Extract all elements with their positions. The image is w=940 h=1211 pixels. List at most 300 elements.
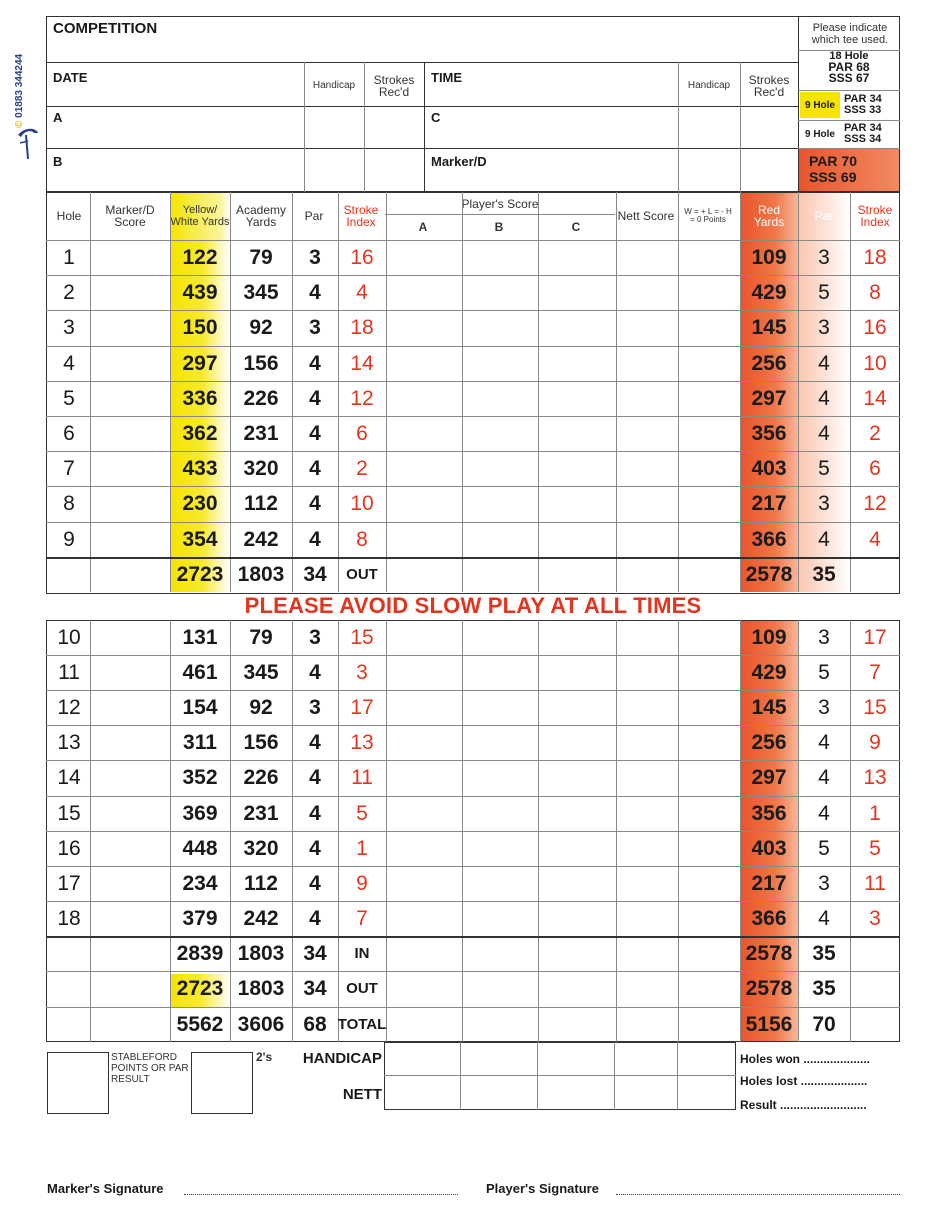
nett-score-cell[interactable] bbox=[616, 310, 678, 345]
marker-score-cell[interactable] bbox=[90, 522, 170, 557]
total-academy-yards: 1803 bbox=[237, 562, 285, 586]
red-yards: 429 bbox=[751, 660, 787, 684]
player-b-score[interactable] bbox=[462, 866, 538, 901]
yellow-white-yards: 122 bbox=[182, 245, 218, 269]
red-par: 4 bbox=[818, 527, 830, 551]
nett-score-cell[interactable] bbox=[616, 690, 678, 725]
tee-red[interactable]: PAR 70 SSS 69 bbox=[799, 149, 899, 191]
player-a-score[interactable] bbox=[386, 690, 462, 725]
yellow-white-yards: 352 bbox=[182, 765, 218, 789]
copyright-icon: © bbox=[14, 120, 25, 128]
player-a-label: A bbox=[53, 110, 63, 125]
col-par: Par bbox=[304, 209, 324, 223]
match-result: Result .......................... bbox=[740, 1098, 867, 1112]
red-par: 5 bbox=[818, 456, 830, 480]
total-yellow-white-yards: 2839 bbox=[176, 941, 224, 965]
stableford-box[interactable] bbox=[47, 1052, 109, 1114]
points-cell[interactable] bbox=[678, 381, 740, 416]
player-b-score[interactable] bbox=[462, 381, 538, 416]
nett-footer-label: NETT bbox=[342, 1086, 382, 1103]
par-value: 4 bbox=[309, 801, 321, 825]
red-par: 4 bbox=[818, 906, 830, 930]
nett-score-cell[interactable] bbox=[616, 796, 678, 831]
nett-score-cell[interactable] bbox=[616, 381, 678, 416]
hole-number: 17 bbox=[57, 871, 81, 895]
stableford-label: STABLEFORD POINTS OR PAR RESULT bbox=[111, 1052, 189, 1085]
player-c-score[interactable] bbox=[538, 310, 616, 345]
academy-yards: 79 bbox=[249, 625, 273, 649]
yellow-white-yards: 154 bbox=[182, 695, 218, 719]
competition-label: COMPETITION bbox=[53, 20, 158, 37]
player-b-score[interactable] bbox=[462, 901, 538, 936]
player-b-score[interactable] bbox=[462, 346, 538, 381]
par-value: 4 bbox=[309, 730, 321, 754]
academy-yards: 79 bbox=[249, 245, 273, 269]
red-par: 4 bbox=[818, 386, 830, 410]
hole-number: 11 bbox=[58, 660, 80, 684]
total-academy-yards: 1803 bbox=[237, 941, 285, 965]
par-value: 3 bbox=[309, 695, 321, 719]
par-value: 4 bbox=[309, 871, 321, 895]
marker-score-cell[interactable] bbox=[90, 831, 170, 866]
player-a-score[interactable] bbox=[386, 866, 462, 901]
yellow-white-yards: 297 bbox=[182, 351, 218, 375]
marker-d-label: Marker/D bbox=[431, 154, 487, 169]
stroke-index: 8 bbox=[356, 527, 368, 551]
yellow-white-yards: 362 bbox=[182, 421, 218, 445]
marker-score-cell[interactable] bbox=[90, 760, 170, 795]
player-c-score[interactable] bbox=[538, 522, 616, 557]
red-stroke-index: 13 bbox=[863, 765, 887, 789]
points-cell[interactable] bbox=[678, 416, 740, 451]
nett-score-cell[interactable] bbox=[616, 655, 678, 690]
stroke-index: 13 bbox=[350, 730, 374, 754]
red-yards: 356 bbox=[751, 801, 787, 825]
red-yards: 256 bbox=[751, 351, 787, 375]
handicap-label-left: Handicap bbox=[312, 80, 356, 91]
col-player-c: C bbox=[571, 220, 581, 234]
player-a-score[interactable] bbox=[386, 451, 462, 486]
red-par: 4 bbox=[818, 765, 830, 789]
player-a-score[interactable] bbox=[386, 796, 462, 831]
total-label: OUT bbox=[346, 980, 378, 997]
points-cell[interactable] bbox=[678, 451, 740, 486]
col-red-yards: Red Yards bbox=[753, 203, 785, 229]
player-b-score[interactable] bbox=[462, 451, 538, 486]
tee-18-hole[interactable]: 18 Hole PAR 68 SSS 67 bbox=[828, 50, 870, 85]
player-a-score[interactable] bbox=[386, 486, 462, 521]
marker-signature-line[interactable] bbox=[184, 1194, 458, 1195]
academy-yards: 231 bbox=[243, 801, 279, 825]
player-signature-label: Player's Signature bbox=[486, 1181, 599, 1196]
hole-number: 2 bbox=[63, 280, 75, 304]
nett-score-cell[interactable] bbox=[616, 275, 678, 310]
par-value: 4 bbox=[309, 836, 321, 860]
yellow-white-yards: 461 bbox=[182, 660, 218, 684]
red-par: 4 bbox=[818, 351, 830, 375]
marker-score-cell[interactable] bbox=[90, 486, 170, 521]
total-yellow-white-yards: 2723 bbox=[176, 562, 224, 586]
marker-signature-label: Marker's Signature bbox=[47, 1181, 164, 1196]
nett-score-cell[interactable] bbox=[616, 486, 678, 521]
hole-number: 8 bbox=[63, 491, 75, 515]
red-par: 4 bbox=[818, 801, 830, 825]
red-yards: 403 bbox=[751, 836, 787, 860]
player-signature-line[interactable] bbox=[616, 1194, 900, 1195]
par-value: 4 bbox=[309, 906, 321, 930]
player-c-score[interactable] bbox=[538, 486, 616, 521]
total-red-par: 35 bbox=[812, 941, 836, 965]
player-b-score[interactable] bbox=[462, 522, 538, 557]
red-stroke-index: 4 bbox=[869, 527, 881, 551]
nett-score-cell[interactable] bbox=[616, 831, 678, 866]
player-b-score[interactable] bbox=[462, 416, 538, 451]
points-cell[interactable] bbox=[678, 901, 740, 936]
player-c-label: C bbox=[431, 110, 441, 125]
stroke-index: 7 bbox=[356, 906, 368, 930]
stroke-index: 10 bbox=[350, 491, 374, 515]
par-value: 3 bbox=[309, 245, 321, 269]
academy-yards: 226 bbox=[243, 386, 279, 410]
hole-number: 16 bbox=[57, 836, 81, 860]
footer-score-grid[interactable] bbox=[384, 1042, 736, 1110]
total-red-par: 35 bbox=[812, 562, 836, 586]
red-par: 5 bbox=[818, 280, 830, 304]
yellow-white-yards: 369 bbox=[182, 801, 218, 825]
player-c-score[interactable] bbox=[538, 451, 616, 486]
stroke-index: 15 bbox=[350, 625, 374, 649]
yellow-white-yards: 131 bbox=[182, 625, 218, 649]
tee-note: Please indicate which tee used. bbox=[811, 22, 889, 46]
red-par: 3 bbox=[818, 245, 830, 269]
total-par: 34 bbox=[303, 941, 327, 965]
yellow-white-yards: 354 bbox=[182, 527, 218, 551]
player-c-score[interactable] bbox=[538, 416, 616, 451]
total-yellow-white-yards: 5562 bbox=[176, 1012, 224, 1036]
total-red-yards: 5156 bbox=[745, 1012, 793, 1036]
player-b-score[interactable] bbox=[462, 486, 538, 521]
par-value: 4 bbox=[309, 527, 321, 551]
red-par: 3 bbox=[818, 625, 830, 649]
total-academy-yards: 3606 bbox=[237, 1012, 285, 1036]
player-b-score[interactable] bbox=[462, 655, 538, 690]
nett-score-cell[interactable] bbox=[616, 346, 678, 381]
player-a-score[interactable] bbox=[386, 522, 462, 557]
time-label: TIME bbox=[431, 70, 463, 85]
hole-number: 13 bbox=[57, 730, 81, 754]
red-par: 3 bbox=[818, 491, 830, 515]
player-c-score[interactable] bbox=[538, 901, 616, 936]
academy-yards: 345 bbox=[243, 280, 279, 304]
nett-score-cell[interactable] bbox=[616, 866, 678, 901]
club-phone: © 01883 344244 bbox=[14, 53, 25, 128]
player-a-score[interactable] bbox=[386, 240, 462, 275]
player-c-score[interactable] bbox=[538, 240, 616, 275]
points-cell[interactable] bbox=[678, 690, 740, 725]
nett-score-cell[interactable] bbox=[616, 416, 678, 451]
hole-number: 5 bbox=[63, 386, 75, 410]
marker-score-cell[interactable] bbox=[90, 690, 170, 725]
player-a-score[interactable] bbox=[386, 901, 462, 936]
player-c-score[interactable] bbox=[538, 690, 616, 725]
red-par: 3 bbox=[818, 695, 830, 719]
stroke-index: 2 bbox=[356, 456, 368, 480]
col-players-score: Player's Score bbox=[461, 197, 539, 211]
red-par: 4 bbox=[818, 730, 830, 754]
marker-score-cell[interactable] bbox=[90, 725, 170, 760]
player-b-score[interactable] bbox=[462, 240, 538, 275]
red-stroke-index: 5 bbox=[869, 836, 881, 860]
academy-yards: 92 bbox=[249, 695, 273, 719]
red-yards: 256 bbox=[751, 730, 787, 754]
marker-score-cell[interactable] bbox=[90, 901, 170, 936]
total-par: 68 bbox=[303, 1012, 327, 1036]
stroke-index: 18 bbox=[350, 315, 374, 339]
par-value: 4 bbox=[309, 386, 321, 410]
stroke-index: 12 bbox=[350, 386, 374, 410]
red-yards: 109 bbox=[751, 625, 787, 649]
par-value: 4 bbox=[309, 765, 321, 789]
points-cell[interactable] bbox=[678, 240, 740, 275]
player-a-score[interactable] bbox=[386, 725, 462, 760]
yellow-white-yards: 234 bbox=[182, 871, 218, 895]
holes-lost: Holes lost .................... bbox=[740, 1074, 868, 1088]
marker-score-cell[interactable] bbox=[90, 240, 170, 275]
total-label: IN bbox=[354, 945, 370, 962]
stroke-index: 5 bbox=[356, 801, 368, 825]
total-par: 34 bbox=[303, 976, 327, 1000]
player-c-score[interactable] bbox=[538, 346, 616, 381]
player-c-score[interactable] bbox=[538, 866, 616, 901]
player-a-score[interactable] bbox=[386, 310, 462, 345]
yellow-white-yards: 439 bbox=[182, 280, 218, 304]
player-b-score[interactable] bbox=[462, 760, 538, 795]
red-yards: 145 bbox=[751, 695, 787, 719]
red-yards: 366 bbox=[751, 906, 787, 930]
hole-number: 15 bbox=[57, 801, 81, 825]
strokes-recd-left: Strokes Rec'd bbox=[373, 73, 415, 99]
hole-number: 14 bbox=[57, 765, 81, 789]
player-b-score[interactable] bbox=[462, 796, 538, 831]
red-stroke-index: 15 bbox=[863, 695, 887, 719]
stroke-index: 6 bbox=[356, 421, 368, 445]
player-a-score[interactable] bbox=[386, 831, 462, 866]
red-stroke-index: 11 bbox=[864, 871, 886, 895]
red-stroke-index: 14 bbox=[863, 386, 887, 410]
red-yards: 366 bbox=[751, 527, 787, 551]
tee-9-hole-yellow[interactable]: 9 Hole PAR 34 SSS 33 bbox=[800, 91, 898, 119]
col-marker-score: Marker/D Score bbox=[105, 203, 155, 229]
points-cell[interactable] bbox=[678, 310, 740, 345]
player-b-score[interactable] bbox=[462, 690, 538, 725]
player-c-score[interactable] bbox=[538, 796, 616, 831]
col-stroke-index: Stroke Index bbox=[343, 203, 379, 229]
hole-number: 6 bbox=[63, 421, 75, 445]
academy-yards: 226 bbox=[243, 765, 279, 789]
player-a-score[interactable] bbox=[386, 760, 462, 795]
hole-number: 4 bbox=[63, 351, 75, 375]
stroke-index: 4 bbox=[356, 280, 368, 304]
hole-number: 9 bbox=[63, 527, 75, 551]
hole-number: 7 bbox=[63, 456, 75, 480]
nett-score-cell[interactable] bbox=[616, 451, 678, 486]
par-value: 4 bbox=[309, 491, 321, 515]
red-stroke-index: 1 bbox=[869, 801, 881, 825]
marker-score-cell[interactable] bbox=[90, 381, 170, 416]
player-c-score[interactable] bbox=[538, 275, 616, 310]
red-stroke-index: 3 bbox=[869, 906, 881, 930]
red-stroke-index: 17 bbox=[863, 625, 887, 649]
stroke-index: 16 bbox=[350, 245, 374, 269]
player-c-score[interactable] bbox=[538, 620, 616, 655]
col-red-par: Par bbox=[814, 209, 834, 223]
red-yards: 356 bbox=[751, 421, 787, 445]
red-par: 5 bbox=[818, 836, 830, 860]
red-stroke-index: 7 bbox=[869, 660, 881, 684]
total-yellow-white-yards: 2723 bbox=[176, 976, 224, 1000]
par-value: 4 bbox=[309, 456, 321, 480]
nett-score-cell[interactable] bbox=[616, 760, 678, 795]
col-nett-score: Nett Score bbox=[617, 209, 675, 223]
nett-score-cell[interactable] bbox=[616, 240, 678, 275]
nett-score-cell[interactable] bbox=[616, 620, 678, 655]
yellow-white-yards: 433 bbox=[182, 456, 218, 480]
stroke-index: 9 bbox=[356, 871, 368, 895]
yellow-white-yards: 150 bbox=[182, 315, 218, 339]
slow-play-banner: PLEASE AVOID SLOW PLAY AT ALL TIMES bbox=[244, 593, 702, 618]
nett-score-cell[interactable] bbox=[616, 901, 678, 936]
red-stroke-index: 8 bbox=[869, 280, 881, 304]
col-player-a: A bbox=[418, 220, 428, 234]
red-stroke-index: 18 bbox=[863, 245, 887, 269]
total-red-par: 70 bbox=[812, 1012, 836, 1036]
total-label: OUT bbox=[346, 566, 378, 583]
nett-score-cell[interactable] bbox=[616, 522, 678, 557]
holes-won: Holes won .................... bbox=[740, 1052, 871, 1066]
handicap-footer-label: HANDICAP bbox=[302, 1050, 382, 1067]
player-c-score[interactable] bbox=[538, 381, 616, 416]
player-b-score[interactable] bbox=[462, 620, 538, 655]
red-yards: 145 bbox=[751, 315, 787, 339]
col-red-stroke-index: Stroke Index bbox=[857, 203, 893, 229]
col-hole: Hole bbox=[56, 209, 82, 223]
points-cell[interactable] bbox=[678, 655, 740, 690]
player-c-score[interactable] bbox=[538, 725, 616, 760]
academy-yards: 156 bbox=[243, 730, 279, 754]
twos-label: 2's bbox=[256, 1050, 273, 1064]
par-value: 3 bbox=[309, 315, 321, 339]
points-cell[interactable] bbox=[678, 275, 740, 310]
marker-score-cell[interactable] bbox=[90, 655, 170, 690]
points-cell[interactable] bbox=[678, 725, 740, 760]
total-red-yards: 2578 bbox=[745, 941, 793, 965]
red-stroke-index: 16 bbox=[863, 315, 887, 339]
stroke-index: 1 bbox=[356, 836, 368, 860]
stroke-index: 3 bbox=[356, 660, 368, 684]
player-b-score[interactable] bbox=[462, 310, 538, 345]
marker-score-cell[interactable] bbox=[90, 451, 170, 486]
academy-yards: 242 bbox=[243, 527, 279, 551]
red-par: 3 bbox=[818, 315, 830, 339]
red-yards: 217 bbox=[751, 871, 787, 895]
marker-score-cell[interactable] bbox=[90, 346, 170, 381]
total-red-yards: 2578 bbox=[745, 976, 793, 1000]
points-cell[interactable] bbox=[678, 831, 740, 866]
par-value: 4 bbox=[309, 660, 321, 684]
hole-number: 1 bbox=[63, 245, 75, 269]
yellow-white-yards: 230 bbox=[182, 491, 218, 515]
nett-score-cell[interactable] bbox=[616, 725, 678, 760]
red-par: 3 bbox=[818, 871, 830, 895]
player-b-score[interactable] bbox=[462, 831, 538, 866]
player-c-score[interactable] bbox=[538, 655, 616, 690]
marker-score-cell[interactable] bbox=[90, 866, 170, 901]
points-cell[interactable] bbox=[678, 796, 740, 831]
red-par: 4 bbox=[818, 421, 830, 445]
hole-number: 10 bbox=[57, 625, 81, 649]
marker-score-cell[interactable] bbox=[90, 416, 170, 451]
red-stroke-index: 12 bbox=[863, 491, 887, 515]
marker-score-cell[interactable] bbox=[90, 796, 170, 831]
yellow-white-yards: 336 bbox=[182, 386, 218, 410]
academy-yards: 345 bbox=[243, 660, 279, 684]
par-value: 4 bbox=[309, 351, 321, 375]
date-label: DATE bbox=[53, 70, 88, 85]
red-stroke-index: 10 bbox=[863, 351, 887, 375]
red-yards: 297 bbox=[751, 386, 787, 410]
red-yards: 403 bbox=[751, 456, 787, 480]
handicap-label-right: Handicap bbox=[687, 80, 731, 91]
player-c-score[interactable] bbox=[538, 831, 616, 866]
player-a-score[interactable] bbox=[386, 381, 462, 416]
col-academy: Academy Yards bbox=[235, 203, 287, 229]
points-cell[interactable] bbox=[678, 346, 740, 381]
points-cell[interactable] bbox=[678, 866, 740, 901]
academy-yards: 112 bbox=[244, 491, 278, 515]
stroke-index: 14 bbox=[350, 351, 374, 375]
player-a-score[interactable] bbox=[386, 416, 462, 451]
par-value: 4 bbox=[309, 421, 321, 445]
points-cell[interactable] bbox=[678, 620, 740, 655]
twos-box[interactable] bbox=[191, 1052, 253, 1114]
hole-number: 3 bbox=[63, 315, 75, 339]
red-stroke-index: 2 bbox=[869, 421, 881, 445]
player-a-score[interactable] bbox=[386, 620, 462, 655]
academy-yards: 112 bbox=[244, 871, 278, 895]
points-cell[interactable] bbox=[678, 522, 740, 557]
player-a-score[interactable] bbox=[386, 275, 462, 310]
player-a-score[interactable] bbox=[386, 346, 462, 381]
yellow-white-yards: 448 bbox=[182, 836, 218, 860]
player-a-score[interactable] bbox=[386, 655, 462, 690]
player-b-score[interactable] bbox=[462, 725, 538, 760]
points-cell[interactable] bbox=[678, 486, 740, 521]
total-par: 34 bbox=[303, 562, 327, 586]
player-c-score[interactable] bbox=[538, 760, 616, 795]
par-value: 4 bbox=[309, 280, 321, 304]
total-red-yards: 2578 bbox=[745, 562, 793, 586]
par-value: 3 bbox=[309, 625, 321, 649]
player-b-score[interactable] bbox=[462, 275, 538, 310]
tee-9-hole-white[interactable]: 9 Hole PAR 34 SSS 34 bbox=[804, 122, 882, 145]
total-red-par: 35 bbox=[812, 976, 836, 1000]
red-yards: 217 bbox=[751, 491, 787, 515]
points-cell[interactable] bbox=[678, 760, 740, 795]
marker-score-cell[interactable] bbox=[90, 620, 170, 655]
marker-score-cell[interactable] bbox=[90, 310, 170, 345]
marker-score-cell[interactable] bbox=[90, 275, 170, 310]
red-yards: 109 bbox=[751, 245, 787, 269]
